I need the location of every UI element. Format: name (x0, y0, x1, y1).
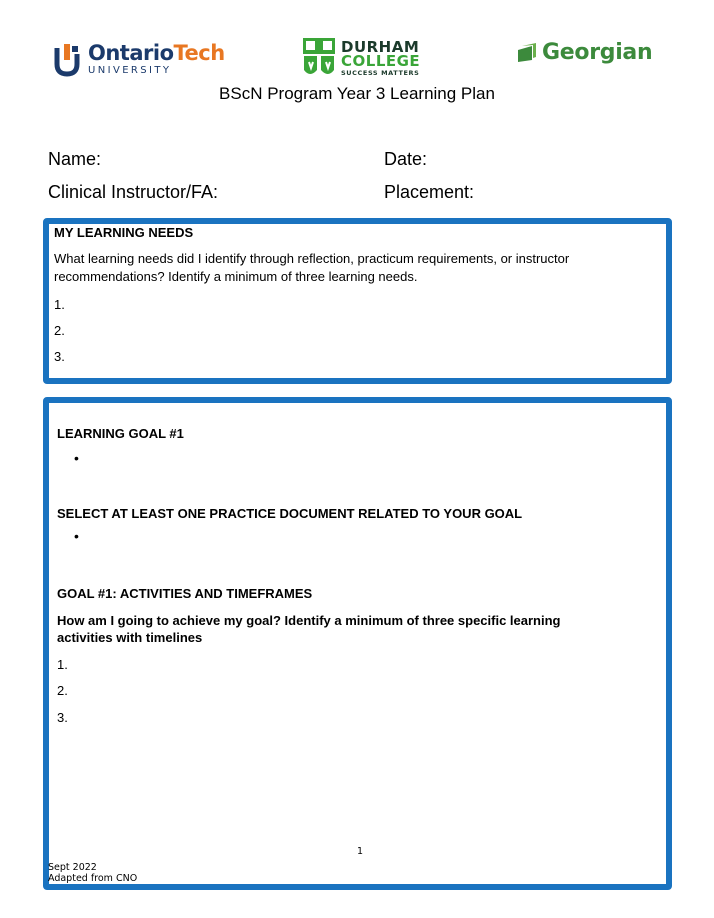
georgian-logo (516, 40, 652, 65)
durham-tagline: SUCCESS MATTERS (341, 69, 420, 77)
instructor-label: Clinical Instructor/FA: (48, 182, 219, 202)
date-label: Date: (384, 149, 428, 169)
ontario-tech-emblem-icon (52, 40, 82, 78)
learning-needs-heading: MY LEARNING NEEDS (54, 225, 194, 240)
learning-need-item-2: 2. (54, 323, 65, 338)
practice-document-heading: SELECT AT LEAST ONE PRACTICE DOCUMENT RELATED TO YOUR GOAL (57, 506, 523, 521)
goal-bullet: • (74, 450, 79, 466)
page-number: 1 (357, 846, 364, 857)
georgian-emblem-icon (516, 42, 538, 64)
learning-goal-heading: LEARNING GOAL #1 (57, 426, 184, 441)
ontario-tech-logo (52, 40, 225, 78)
georgian-wordmark: Georgian (542, 40, 653, 65)
placement-label: Placement: (384, 182, 475, 202)
learning-need-item-3: 3. (54, 349, 65, 364)
durham-college-emblem-icon (303, 38, 335, 80)
activities-heading: GOAL #1: ACTIVITIES AND TIMEFRAMES (57, 586, 313, 601)
ontario-tech-subtitle: UNIVERSITY (88, 65, 172, 76)
activities-prompt-line1: How am I going to achieve my goal? Identify a minimum of three specific learning (57, 613, 561, 628)
learning-need-item-1: 1. (54, 297, 65, 312)
activity-item-3: 3. (57, 710, 68, 725)
learning-needs-prompt-line1: What learning needs did I identify through reflection, practicum requirements, or instructor (54, 251, 570, 266)
activity-item-1: 1. (57, 657, 68, 672)
durham-line1: DURHAM (341, 38, 420, 56)
name-label: Name: (48, 149, 102, 169)
learning-needs-box (43, 218, 672, 384)
durham-college-logo (303, 38, 420, 80)
activities-prompt-line2: activities with timelines (57, 630, 203, 645)
ontario-tech-wordmark: OntarioTech (88, 41, 225, 65)
page-title: BScN Program Year 3 Learning Plan (219, 84, 495, 103)
learning-needs-prompt-line2: recommendations? Identify a minimum of three learning needs. (54, 269, 418, 284)
footer-source: Adapted from CNO (48, 873, 138, 884)
footer-date: Sept 2022 (48, 862, 97, 873)
activity-item-2: 2. (57, 683, 68, 698)
durham-line2: COLLEGE (341, 52, 421, 70)
practice-document-bullet: • (74, 528, 79, 544)
